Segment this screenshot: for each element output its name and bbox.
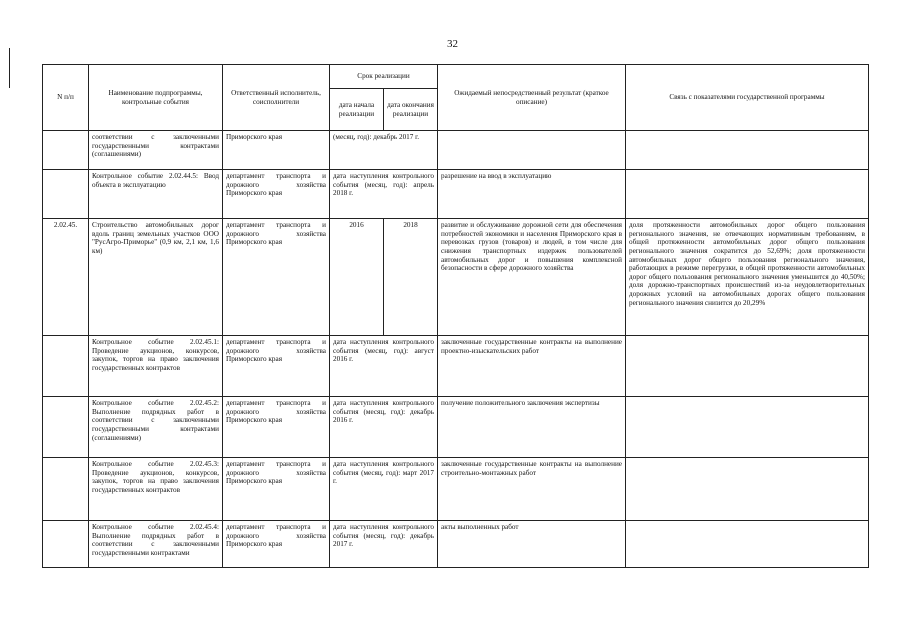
row-num bbox=[43, 521, 89, 568]
table-row bbox=[43, 397, 869, 458]
program-table bbox=[42, 64, 869, 568]
header-start: дата начала реализации bbox=[330, 89, 384, 131]
header-row-1 bbox=[43, 65, 869, 89]
row-responsible: департамент транспорта и дорожного хозяйства Приморского края bbox=[223, 458, 330, 521]
row-responsible: департамент транспорта и дорожного хозяйства Приморского края bbox=[223, 170, 330, 219]
row-result: развитие и обслуживание дорожной сети для обеспечения потребностей экономики и населения Приморского края в перевозках грузов (товаров) и людей, в том числе для снижения транспортных издержек пользователей автомобильных дорог и повышения комплексной безопасности в сфере дорожного хозяйства bbox=[438, 219, 626, 336]
row-name: Строительство автомобильных дорог вдоль границ земельных участков ООО "РусАгро-Приморье" (0,9 км, 2,1 км, 1,6 км) bbox=[89, 219, 223, 336]
row-result: получение положительного заключения экспертизы bbox=[438, 397, 626, 458]
margin-mark bbox=[9, 48, 10, 88]
row-name: Контрольное событие 2.02.45.1: Проведение аукционов, конкурсов, закупок, торгов на право заключения государственных контрактов bbox=[89, 336, 223, 397]
row-link: доля протяженности автомобильных дорог общего пользования регионального значения, не отвечающих нормативным требованиям, в общей протяженности автомобильных дорог общего пользования регионального значения сократится до 52,69%; доля протяженности автомобильных дорог общего пользования регионального значения, работающих в режиме перегрузки, в общей протяженности автомобильных дорог общего пользования регионального значения уменьшится до 40,50%; доля дорожно-транспортных происшествий из-за неудовлетворительных дорожных условий на автомобильных дорогах общего пользования регионального значения снизится до 20,29% bbox=[626, 219, 869, 336]
row-link bbox=[626, 521, 869, 568]
table-row bbox=[43, 131, 869, 170]
row-result: акты выполненных работ bbox=[438, 521, 626, 568]
row-name: Контрольное событие 2.02.45.3: Проведение аукционов, конкурсов, закупок, торгов на право заключения государственных контрактов bbox=[89, 458, 223, 521]
header-num: N п/п bbox=[43, 65, 89, 131]
row-start: дата наступления контрольного события (месяц, год): август 2016 г. bbox=[330, 336, 438, 397]
row-num bbox=[43, 458, 89, 521]
header-name: Наименование подпрограммы, контрольные события bbox=[89, 65, 223, 131]
row-start: дата наступления контрольного события (месяц, год): декабрь 2017 г. bbox=[330, 521, 438, 568]
row-responsible: департамент транспорта и дорожного хозяйства Приморского края bbox=[223, 219, 330, 336]
row-link bbox=[626, 397, 869, 458]
row-start: дата наступления контрольного события (месяц, год): март 2017 г. bbox=[330, 458, 438, 521]
row-responsible: департамент транспорта и дорожного хозяйства Приморского края bbox=[223, 336, 330, 397]
row-link bbox=[626, 458, 869, 521]
row-name: Контрольное событие 2.02.44.5: Ввод объекта в эксплуатацию bbox=[89, 170, 223, 219]
row-start: (месяц, год): декабрь 2017 г. bbox=[330, 131, 438, 170]
row-num bbox=[43, 336, 89, 397]
row-num: 2.02.45. bbox=[43, 219, 89, 336]
row-num bbox=[43, 397, 89, 458]
table-row bbox=[43, 219, 869, 336]
page-number: 32 bbox=[447, 38, 458, 50]
header-end: дата окончания реализации bbox=[384, 89, 438, 131]
header-link: Связь с показателями государственной программы bbox=[626, 65, 869, 131]
row-name: Контрольное событие 2.02.45.2: Выполнение подрядных работ в соответствии с заключенными государственными контрактами (соглашениями) bbox=[89, 397, 223, 458]
header-responsible: Ответственный исполнитель, соисполнители bbox=[223, 65, 330, 131]
table-row bbox=[43, 458, 869, 521]
row-responsible: департамент транспорта и дорожного хозяйства Приморского края bbox=[223, 397, 330, 458]
row-responsible: департамент транспорта и дорожного хозяйства Приморского края bbox=[223, 521, 330, 568]
header-result: Ожидаемый непосредственный результат (краткое описание) bbox=[438, 65, 626, 131]
row-num bbox=[43, 131, 89, 170]
table-row bbox=[43, 521, 869, 568]
row-start: 2016 bbox=[330, 219, 384, 336]
row-link bbox=[626, 131, 869, 170]
row-start: дата наступления контрольного события (месяц, год): декабрь 2016 г. bbox=[330, 397, 438, 458]
row-num bbox=[43, 170, 89, 219]
row-result: разрешение на ввод в эксплуатацию bbox=[438, 170, 626, 219]
row-name: Контрольное событие 2.02.45.4: Выполнение подрядных работ в соответствии с заключенными государственными контрактами bbox=[89, 521, 223, 568]
row-link bbox=[626, 170, 869, 219]
row-result bbox=[438, 131, 626, 170]
row-name: соответствии с заключенными государственными контрактами (соглашениями) bbox=[89, 131, 223, 170]
row-start: дата наступления контрольного события (месяц, год): апрель 2018 г. bbox=[330, 170, 438, 219]
table-row bbox=[43, 170, 869, 219]
row-link bbox=[626, 336, 869, 397]
row-end: 2018 bbox=[384, 219, 438, 336]
header-period: Срок реализации bbox=[330, 65, 438, 89]
row-result: заключенные государственные контракты на выполнение строительно-монтажных работ bbox=[438, 458, 626, 521]
row-result: заключенные государственные контракты на выполнение проектно-изыскательских работ bbox=[438, 336, 626, 397]
row-responsible: Приморского края bbox=[223, 131, 330, 170]
table-row bbox=[43, 336, 869, 397]
